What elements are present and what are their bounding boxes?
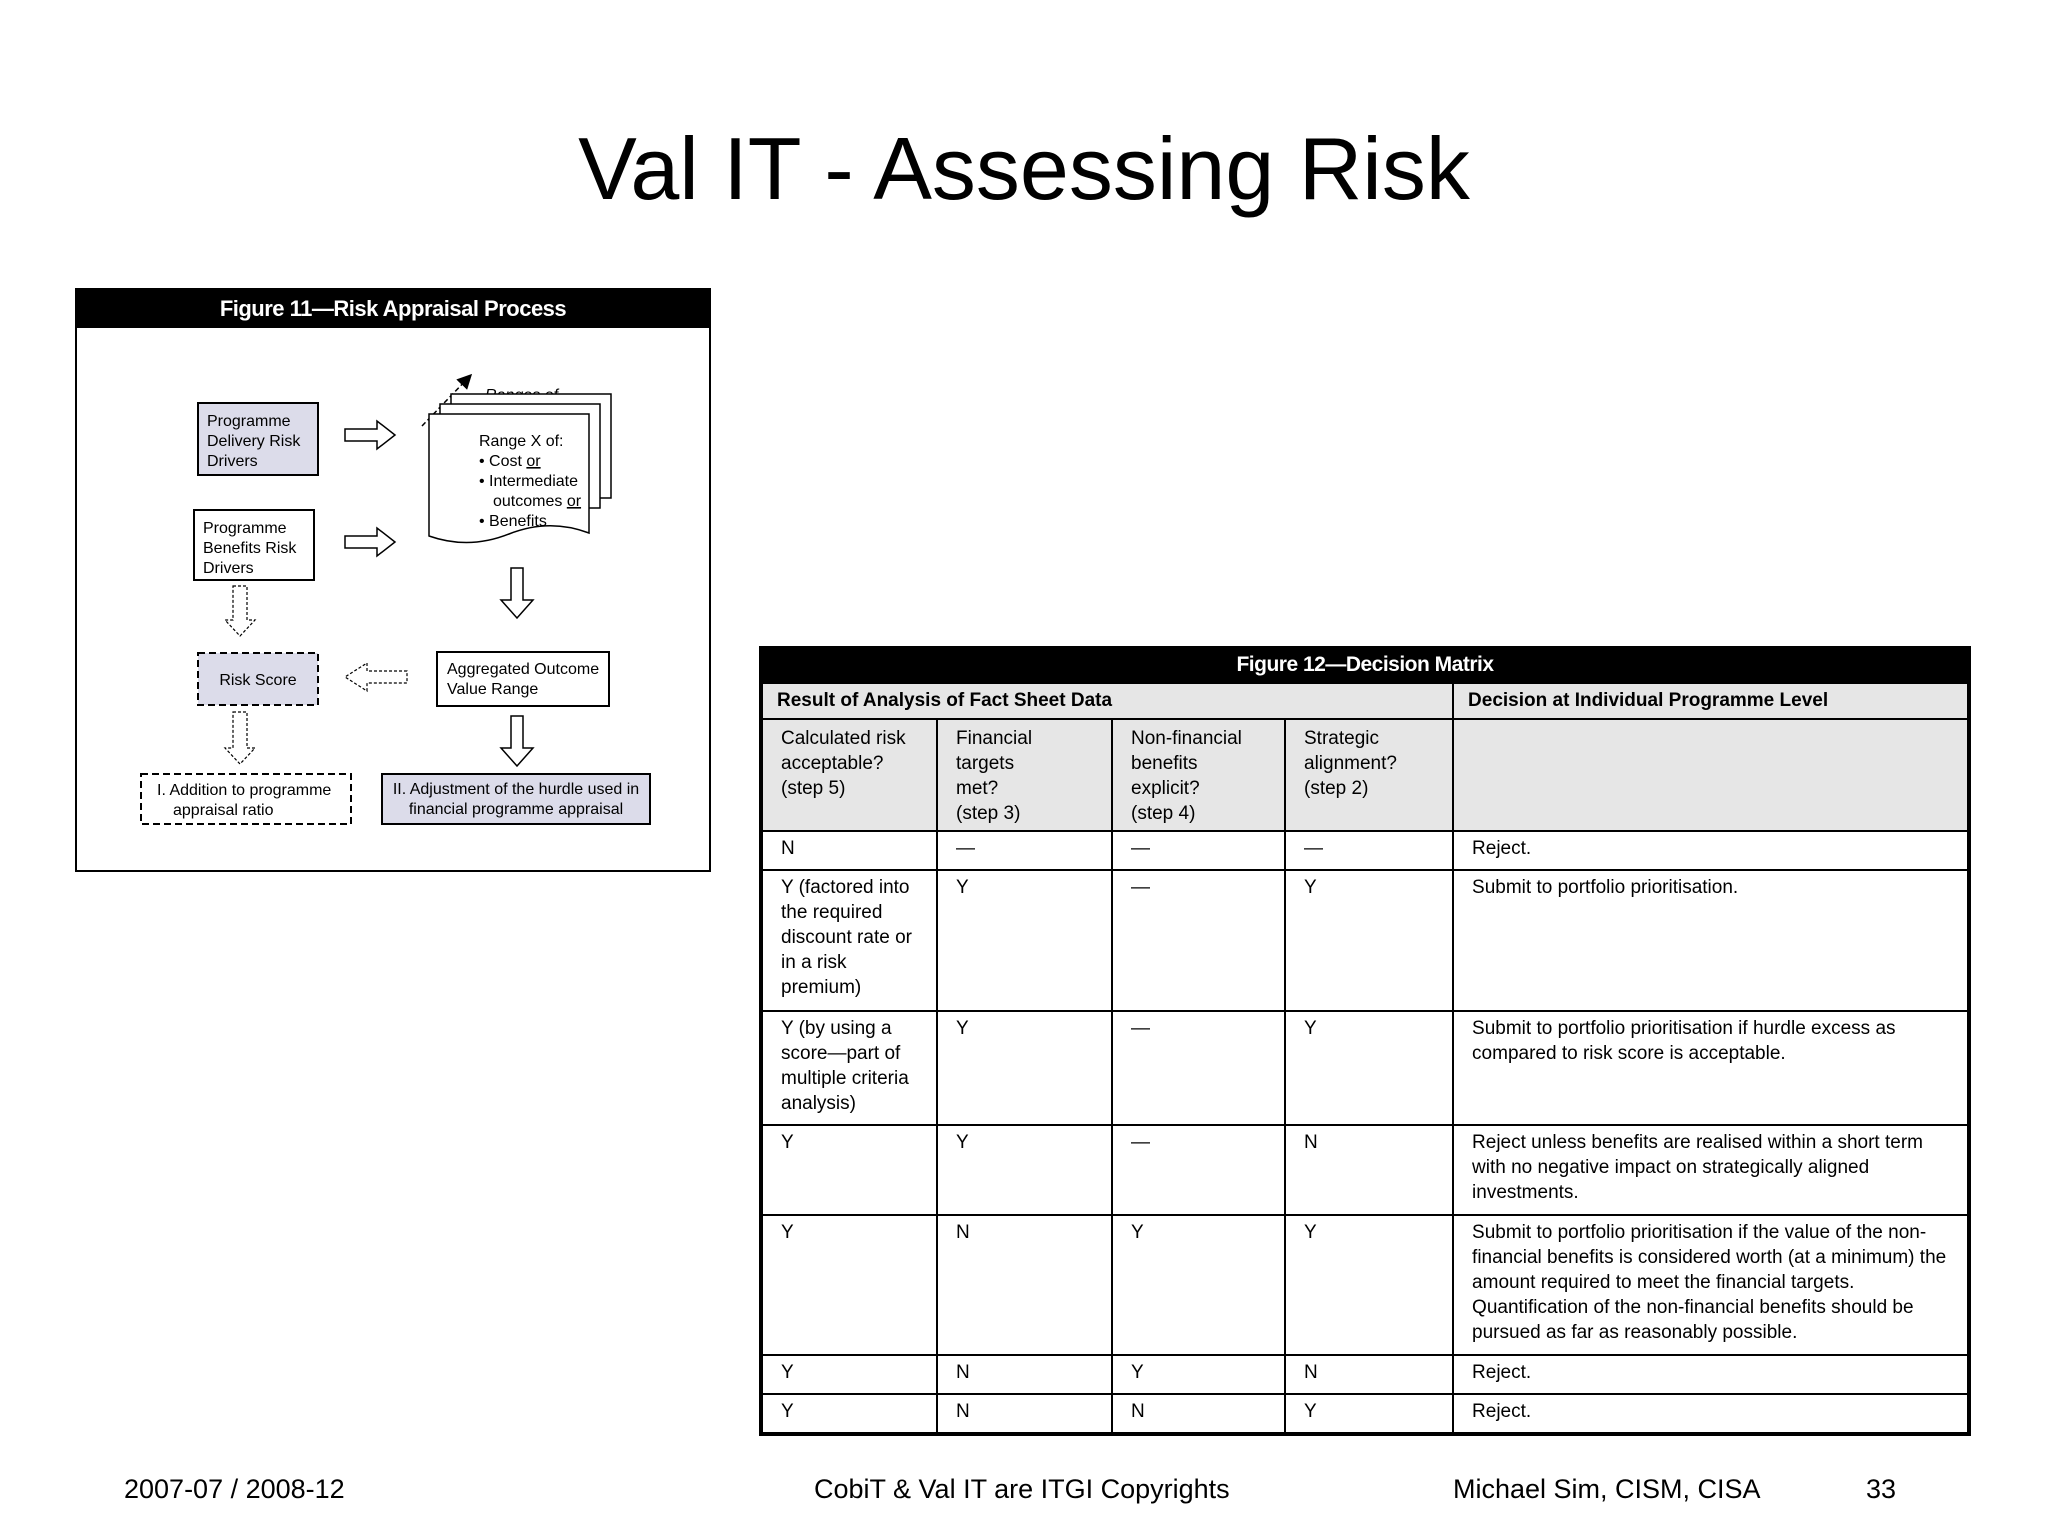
table-group-header-row [762,683,1968,719]
benefits-risk-line3: Drivers [203,560,254,577]
cell-financial: N [937,1215,1112,1355]
arrow-right-icon [345,421,395,449]
footer-author: Michael Sim, CISM, CISA [1453,1474,1761,1504]
cell-financial: Y [937,1011,1112,1125]
cell-risk: N [762,831,937,870]
risk-appraisal-diagram [77,328,709,870]
column-header-risk: Calculated risk acceptable? (step 5) [762,719,937,831]
column-header-nonfinancial: Non-financial benefits explicit? (step 4) [1112,719,1285,831]
cell-risk: Y (factored into the required discount rate or in a risk premium) [762,870,937,1011]
cell-financial: N [937,1355,1112,1394]
cell-strategic: Y [1285,1011,1453,1125]
aggregated-line2: Value Range [447,681,539,698]
benefits-risk-line1: Programme [203,520,287,537]
cell-strategic: Y [1285,870,1453,1011]
figure-12-title: Figure 12—Decision Matrix [761,648,1969,682]
arrow-down-icon [501,716,533,766]
cell-decision: Submit to portfolio prioritisation if hurdle excess as compared to risk score is acceptable. [1453,1011,1968,1125]
arrow-right-icon [345,528,395,556]
table-row [762,1125,1968,1215]
footer-copyright: CobiT & Val IT are ITGI Copyrights [814,1474,1230,1504]
figure-risk-appraisal-process [75,288,711,872]
table-row [762,1355,1968,1394]
cell-strategic: — [1285,831,1453,870]
delivery-risk-line3: Drivers [207,453,258,470]
cell-risk: Y [762,1394,937,1433]
cell-strategic: Y [1285,1215,1453,1355]
slide-title: Val IT - Assessing Risk [578,119,1470,218]
column-header-strategic: Strategic alignment? (step 2) [1285,719,1453,831]
benefits-risk-line2: Benefits Risk [203,540,297,557]
figure-decision-matrix [759,646,1971,1436]
cell-nonfinancial: — [1112,831,1285,870]
cell-financial: Y [937,1125,1112,1215]
delivery-risk-line2: Delivery Risk [207,433,301,450]
column-header-decision [1453,719,1968,831]
range-doc-line1: Range X of: [479,433,564,450]
cell-strategic: Y [1285,1394,1453,1433]
cell-financial: N [937,1394,1112,1433]
cell-financial: — [937,831,1112,870]
decision-matrix-table [761,682,1969,1434]
group-header-analysis: Result of Analysis of Fact Sheet Data [762,683,1453,719]
cell-decision: Reject unless benefits are realised within a short term with no negative impact on strategically aligned investments. [1453,1125,1968,1215]
cell-nonfinancial: N [1112,1394,1285,1433]
table-row [762,1394,1968,1433]
cell-nonfinancial: Y [1112,1215,1285,1355]
arrow-down-dotted-icon [225,586,255,636]
cell-strategic: N [1285,1355,1453,1394]
range-doc-line4: outcomes or [493,493,582,510]
cell-nonfinancial: — [1112,1011,1285,1125]
arrow-down-icon [501,568,533,618]
addition-line2: appraisal ratio [173,802,274,819]
table-column-header-row [762,719,1968,831]
cell-risk: Y [762,1125,937,1215]
risk-score-label: Risk Score [219,672,297,689]
table-row [762,1011,1968,1125]
arrow-down-dotted-icon [225,712,255,764]
cell-decision: Reject. [1453,1394,1968,1433]
cell-risk: Y [762,1355,937,1394]
column-header-financial: Financial targets met? (step 3) [937,719,1112,831]
arrow-left-dotted-icon [345,663,407,691]
footer-page-number: 33 [1866,1474,1897,1504]
cell-risk: Y [762,1215,937,1355]
cell-risk: Y (by using a score—part of multiple criteria analysis) [762,1011,937,1125]
footer-date: 2007-07 / 2008-12 [124,1474,345,1504]
table-row [762,831,1968,870]
cell-decision: Submit to portfolio prioritisation if the value of the non-financial benefits is considered worth (at a minimum) the amount required to meet the financial targets. Quantification of the non-financial benefits should be pursued as far as reasonably possible. [1453,1215,1968,1355]
delivery-risk-line1: Programme [207,413,291,430]
cell-financial: Y [937,870,1112,1011]
figure-11-title: Figure 11—Risk Appraisal Process [77,290,709,328]
group-header-decision: Decision at Individual Programme Level [1453,683,1968,719]
table-row [762,1215,1968,1355]
cell-decision: Reject. [1453,1355,1968,1394]
cell-strategic: N [1285,1125,1453,1215]
cell-nonfinancial: — [1112,1125,1285,1215]
aggregated-line1: Aggregated Outcome [447,661,600,678]
cell-nonfinancial: — [1112,870,1285,1011]
adjustment-line1: II. Adjustment of the hurdle used in [392,781,640,798]
cell-nonfinancial: Y [1112,1355,1285,1394]
table-row [762,870,1968,1011]
range-doc-line3: • Intermediate [479,473,578,490]
adjustment-line2: financial programme appraisal [408,801,624,818]
addition-line1: I. Addition to programme [157,782,332,799]
range-doc-line5: • Benefits [479,513,547,530]
cell-decision: Reject. [1453,831,1968,870]
cell-decision: Submit to portfolio prioritisation. [1453,870,1968,1011]
range-doc-line2: • Cost or [479,453,541,470]
